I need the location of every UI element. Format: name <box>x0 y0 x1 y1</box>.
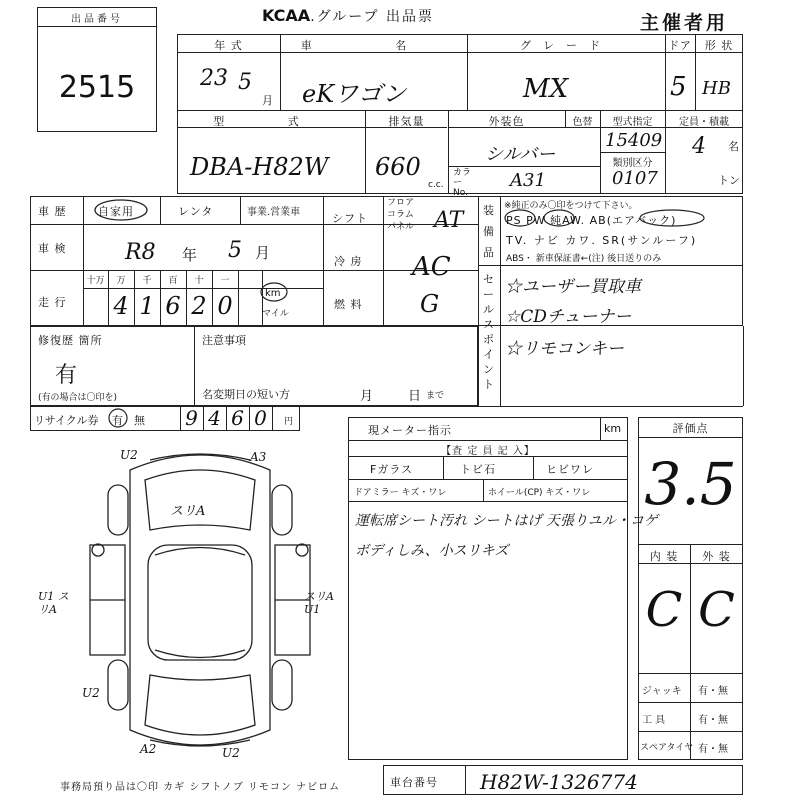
model-label: 型 式 <box>213 115 329 128</box>
capacity-value: 4 <box>692 134 706 159</box>
name-change-until: まで <box>426 391 445 401</box>
color-no-value: A31 <box>510 170 546 191</box>
inspector-title: 【査 定 員 記 入】 <box>441 446 535 457</box>
history-private[interactable]: 自家用 <box>98 205 134 218</box>
exterior-value: C <box>698 582 735 638</box>
capacity-label: 定員・積載 <box>679 117 729 128</box>
shift-column[interactable]: コラム <box>387 210 414 220</box>
fuel-value: G <box>420 290 440 318</box>
recycle-digit: 0 <box>254 406 267 430</box>
notes-label: 注意事項 <box>202 334 246 347</box>
brand-logo: KCAA.グループ 出品票 <box>262 6 434 25</box>
interior-value: C <box>645 582 683 638</box>
car-diagram <box>60 440 340 770</box>
equipment-note: ※純正のみ〇印をつけて下さい。 <box>504 201 638 211</box>
recycle-circle <box>106 406 130 430</box>
color-value: シルバー <box>485 144 556 165</box>
mile-unit: マイル <box>262 309 289 319</box>
diagram-mark: スリA U1 <box>304 590 334 616</box>
recycle-no[interactable]: 無 <box>134 414 145 427</box>
glass-label: Fガラス <box>370 463 413 476</box>
recycle-digit: 6 <box>231 406 244 430</box>
history-business[interactable]: 事業.営業車 <box>247 207 301 218</box>
recycle-yes[interactable]: 有 <box>112 414 123 427</box>
doors-label: ドア <box>668 39 692 52</box>
spare-tire-value[interactable]: 有・無 <box>698 744 728 755</box>
equipment-circles <box>502 207 742 231</box>
ton-unit: トン <box>718 174 740 187</box>
diagram-mark: A2 <box>140 742 157 756</box>
diagram-mark: U2 <box>82 686 100 700</box>
diagram-mark: A3 <box>250 450 267 464</box>
tools-label: 工 具 <box>642 715 666 726</box>
grade-value: MX <box>523 74 569 104</box>
meter-label: 現メーター指示 <box>368 424 452 437</box>
jack-label: ジャッキ <box>642 686 682 697</box>
office-items: 事務局預り品は〇印 カギ シフトノブ リモコン ナビロム <box>60 782 341 793</box>
category-label: 類別区分 <box>612 158 653 169</box>
jack-value[interactable]: 有・無 <box>698 686 728 697</box>
history-label: 車 歴 <box>38 205 67 218</box>
shaken-month-unit: 月 <box>255 244 272 262</box>
history-circle <box>92 196 150 222</box>
mileage-digit: 1 <box>139 292 155 320</box>
name-change-label: 名変期日の短い方 <box>202 388 290 401</box>
meter-unit: km <box>604 422 622 435</box>
displacement-value: 660 <box>375 153 421 181</box>
shaken-month: 5 <box>228 238 242 263</box>
grade-label: グレード <box>520 39 612 52</box>
recycle-digit: 9 <box>185 406 198 430</box>
color-label: 外装色 <box>488 115 525 128</box>
digit-label: 十 <box>194 276 204 286</box>
color-change-label: 色替 <box>572 117 593 128</box>
equipment-line3: ABS・ 新車保証書←(注) 後日送りのみ <box>506 254 662 264</box>
digit-label: 千 <box>142 276 152 286</box>
lot-number-label: 出品番号 <box>71 14 123 25</box>
body-label: 形 状 <box>704 39 734 52</box>
diagram-mark: U2 <box>222 746 240 760</box>
year-value: 23 <box>200 66 228 91</box>
shaken-year-unit: 年 <box>182 246 199 264</box>
mileage-digit: 4 <box>113 292 129 320</box>
sales-point-item: ☆CDチューナー <box>505 307 632 327</box>
chassis-label: 車台番号 <box>390 776 438 789</box>
inspector-remark: 運転席シート汚れ シートはげ 天張りユル・コゲ <box>355 513 658 529</box>
sales-point-label: セールスポイント <box>483 273 495 391</box>
score-value: 3.5 <box>644 450 737 518</box>
sales-point-item: ☆リモコンキー <box>505 339 624 359</box>
tobi-label: トビ石 <box>460 463 496 476</box>
chassis-value: H82W-1326774 <box>480 770 638 794</box>
exterior-label: 外 装 <box>702 550 731 563</box>
hibi-label: ヒビワレ <box>546 463 594 476</box>
inspector-remark: ボディしみ、小スリキズ <box>355 543 509 559</box>
digit-label: 十万 <box>86 276 105 286</box>
shaken-label: 車 検 <box>38 242 67 255</box>
color-no-label: カラー No. <box>453 168 472 198</box>
spare-tire-label: スペアタイヤ <box>640 743 694 753</box>
interior-label: 内 装 <box>649 550 679 563</box>
lot-number-value: 2515 <box>58 70 136 105</box>
tools-value[interactable]: 有・無 <box>698 715 728 726</box>
mileage-digit: 0 <box>217 292 233 320</box>
year-label: 年 式 <box>214 39 243 52</box>
mileage-label: 走 行 <box>38 296 67 309</box>
cc-unit: c.c. <box>428 180 444 190</box>
repair-label: 修復歴 箇所 <box>38 334 103 347</box>
name-change-month: 月 <box>360 389 375 404</box>
person-unit: 名 <box>728 140 739 153</box>
digit-label: 一 <box>220 276 230 286</box>
month-value: 5 <box>238 70 252 95</box>
diagram-mark: スリA <box>170 504 206 519</box>
recycle-label: リサイクル券 <box>34 414 99 427</box>
repair-hint: (有の場合は〇印を) <box>38 393 118 403</box>
repair-value: 有 <box>55 363 78 388</box>
doors-value: 5 <box>670 72 687 102</box>
diagram-mark: U2 <box>120 448 138 462</box>
type-designation-label: 型式指定 <box>612 117 653 128</box>
model-value: DBA-H82W <box>190 153 329 181</box>
wheel-label: ホイール(CP) キズ・ワレ <box>488 488 591 498</box>
fuel-label: 燃 料 <box>334 298 363 311</box>
km-unit: km <box>265 288 281 299</box>
shift-value: AT <box>434 208 464 233</box>
recycle-digit: 4 <box>208 406 221 430</box>
shift-label: シフト <box>332 212 368 225</box>
digit-label: 万 <box>116 276 126 286</box>
ac-value: AC <box>412 252 451 282</box>
name-change-day: 日 <box>408 389 423 404</box>
equipment-label: 装 備 品 <box>483 204 495 259</box>
displacement-label: 排気量 <box>388 115 425 128</box>
body-value: HB <box>702 78 731 99</box>
recycle-yen: 円 <box>284 417 294 427</box>
copy-type: 主催者用 <box>640 12 729 34</box>
equipment-line1: PS PW 純AW. AB(エアバック) <box>506 214 677 227</box>
mirror-label: ドアミラー キズ・ワレ <box>354 488 447 498</box>
type-designation-value: 15409 <box>605 130 663 151</box>
km-circle <box>259 281 289 303</box>
ac-label: 冷 房 <box>334 255 363 268</box>
shift-panel[interactable]: パネル <box>387 222 415 232</box>
mileage-digit: 6 <box>165 292 181 320</box>
sales-point-item: ☆ユーザー買取車 <box>505 277 641 297</box>
score-label: 評価点 <box>672 422 709 435</box>
car-name-value: eKワゴン <box>302 80 407 108</box>
car-name-label: 車 名 <box>300 39 447 52</box>
history-rental[interactable]: レンタ <box>178 205 214 218</box>
diagram-mark: U1 スリA <box>38 590 69 616</box>
shaken-year: R8 <box>125 240 156 265</box>
category-value: 0107 <box>612 168 658 189</box>
mileage-digit: 2 <box>191 292 207 320</box>
digit-label: 百 <box>168 276 178 286</box>
month-unit: 月 <box>262 94 274 107</box>
shift-floor[interactable]: フロア <box>387 198 415 208</box>
equipment-line2: TV. ナビ カワ. SR(サンルーフ) <box>506 234 698 247</box>
